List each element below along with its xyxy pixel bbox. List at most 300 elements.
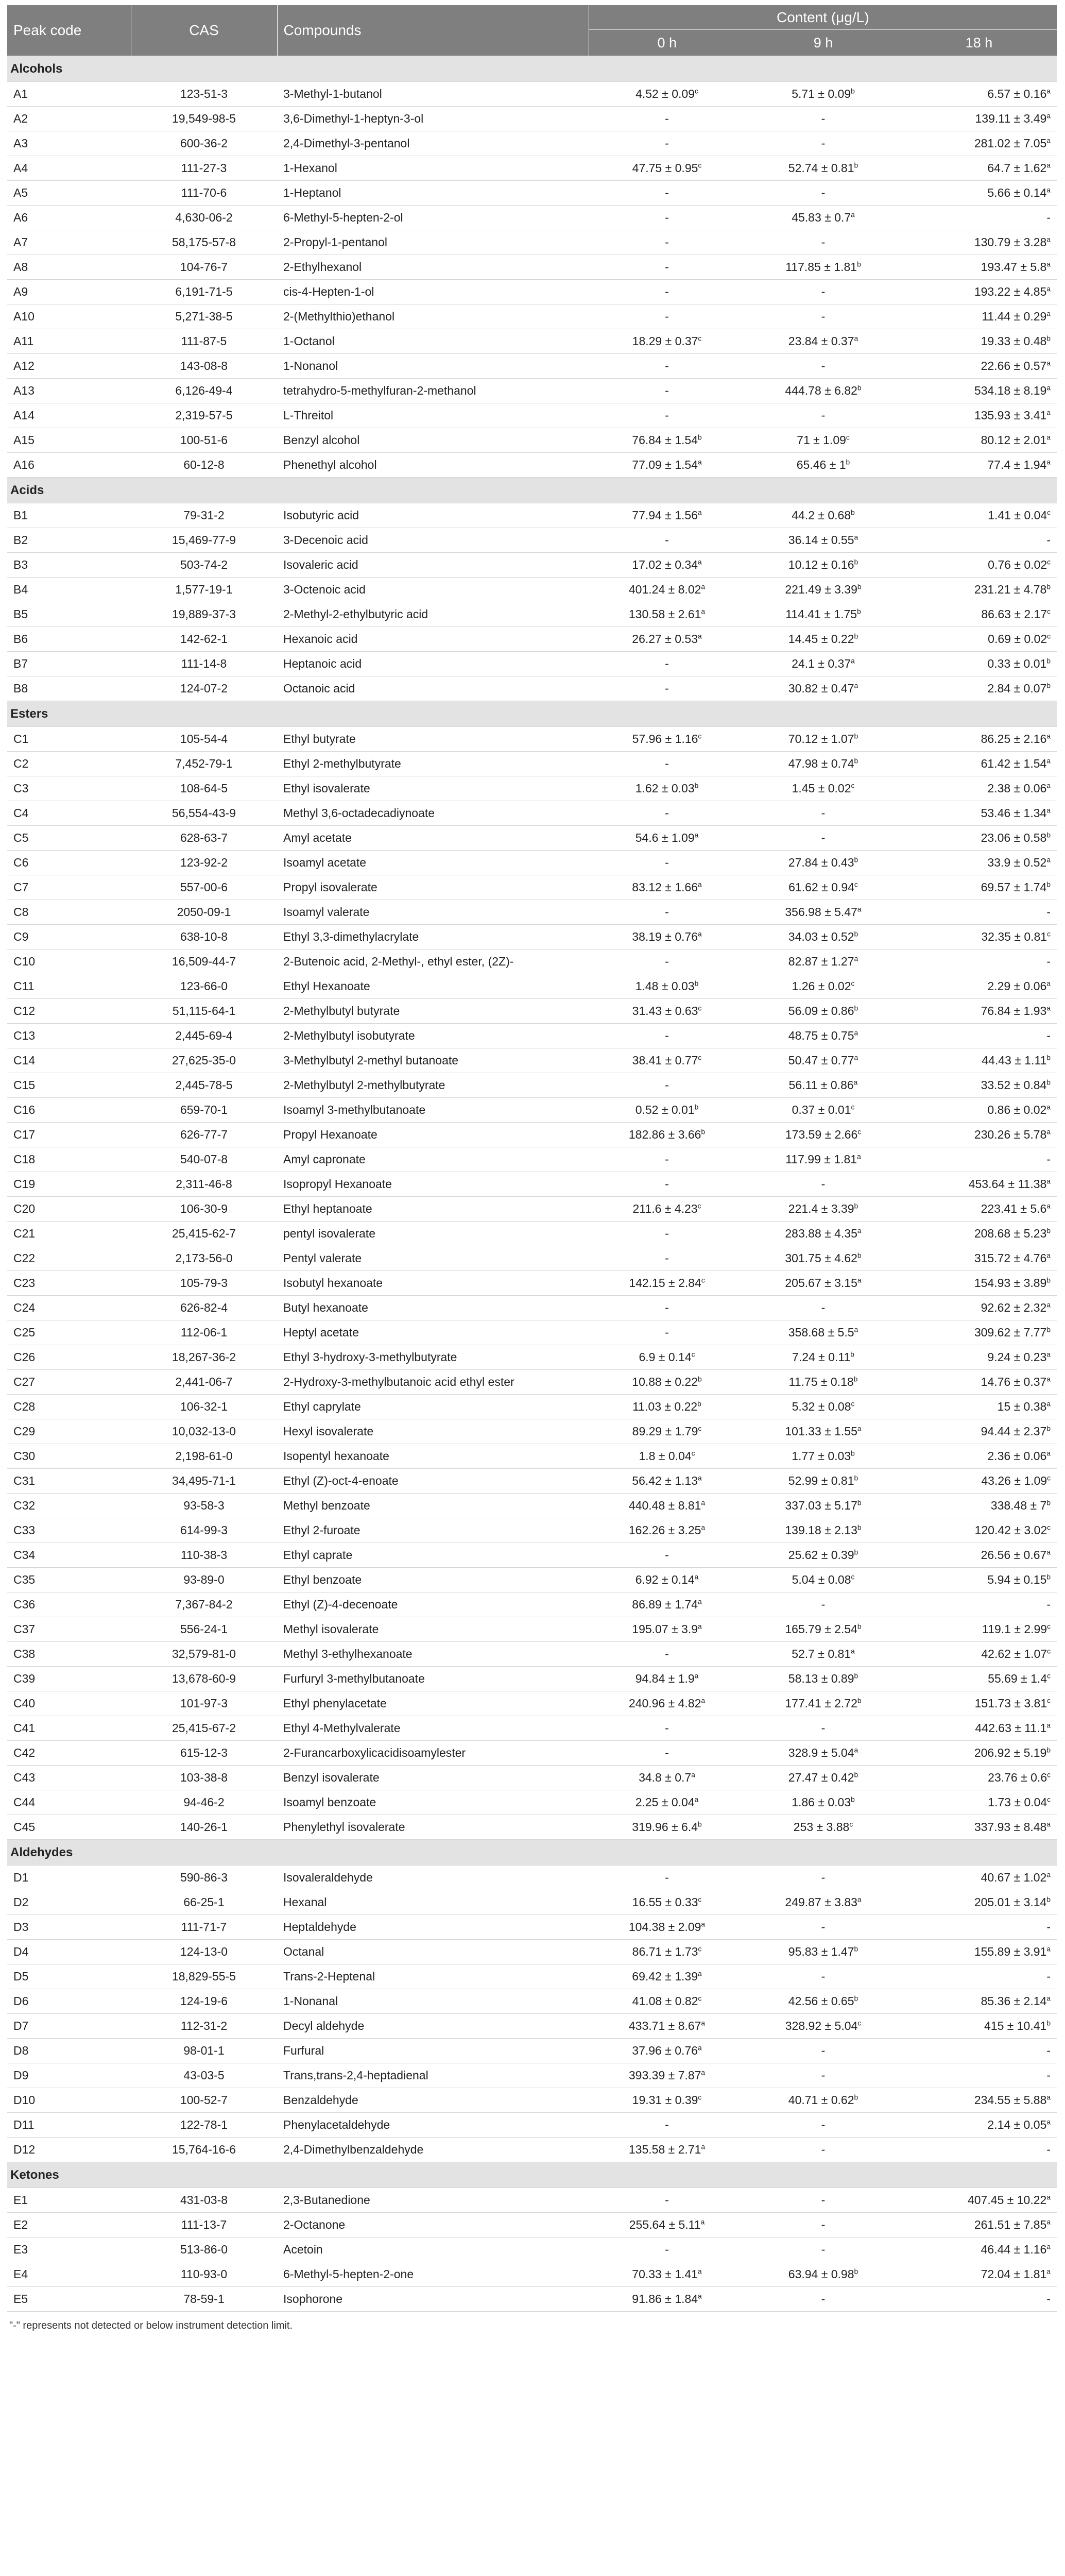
significance-letter: a (1046, 186, 1051, 194)
content-18h (901, 1098, 1057, 1123)
content-9h (745, 1345, 901, 1370)
significance-letter: a (854, 1326, 858, 1334)
compound-name-text: Heptyl acetate (283, 1326, 359, 1339)
compound-name (277, 2238, 589, 2262)
content-18h-text: 11.44 ± 0.29 (982, 310, 1047, 323)
content-18h-text: - (1046, 1970, 1051, 1983)
content-0h-text: 240.96 ± 4.82 (628, 1697, 701, 1710)
content-18h (901, 329, 1057, 354)
group-row (7, 701, 1057, 727)
significance-letter: a (698, 2267, 702, 2276)
significance-letter: c (698, 1054, 702, 1062)
content-18h (901, 1890, 1057, 1915)
header-cas: CAS (131, 5, 277, 56)
cas-number-text: 94-46-2 (183, 1795, 225, 1809)
cas-number (131, 676, 277, 701)
cas-number (131, 255, 277, 280)
compound-name-text: 2-(Methylthio)ethanol (283, 310, 395, 323)
peak-code (7, 1940, 131, 1964)
content-0h (589, 2213, 745, 2238)
content-18h-text: 86.25 ± 2.16 (981, 732, 1047, 745)
content-18h-text: - (1046, 2069, 1051, 2082)
content-9h-text: 11.75 ± 0.18 (788, 1375, 854, 1388)
significance-letter: b (854, 1474, 858, 1482)
content-0h (589, 974, 745, 999)
significance-letter: c (698, 1994, 702, 2003)
significance-letter: a (698, 2292, 702, 2300)
cas-number (131, 2188, 277, 2213)
compound-name-text: Isobutyl hexanoate (283, 1276, 383, 1290)
cas-number-text: 58,175-57-8 (171, 235, 236, 249)
content-0h-text: - (665, 211, 669, 224)
content-0h (589, 82, 745, 107)
content-18h (901, 851, 1057, 875)
content-18h-text: 281.02 ± 7.05 (974, 137, 1047, 150)
content-9h (745, 453, 901, 478)
peak-code-text: C8 (13, 905, 29, 919)
compound-name (277, 230, 589, 255)
peak-code (7, 1395, 131, 1419)
content-9h (745, 752, 901, 776)
peak-code (7, 1320, 131, 1345)
content-0h (589, 553, 745, 578)
peak-code-text: A6 (13, 211, 28, 224)
cas-number (131, 1866, 277, 1890)
significance-letter: a (854, 334, 858, 343)
content-0h (589, 652, 745, 676)
content-18h-text: 119.1 ± 2.99 (982, 1622, 1047, 1636)
content-9h-text: 114.41 ± 1.75 (785, 607, 857, 621)
content-18h-text: 407.45 ± 10.22 (968, 2193, 1047, 2207)
content-18h-text: 14.76 ± 0.37 (981, 1375, 1047, 1388)
compound-name (277, 1642, 589, 1667)
significance-letter: a (701, 1499, 706, 1507)
content-9h-text: 358.68 ± 5.5 (788, 1326, 854, 1339)
content-0h-text: - (665, 955, 669, 968)
content-18h-text: 337.93 ± 8.48 (974, 1820, 1047, 1834)
content-0h-text: - (665, 533, 669, 547)
compound-name (277, 1271, 589, 1296)
content-18h-text: 19.33 ± 0.48 (981, 334, 1047, 348)
content-0h-text: 1.62 ± 0.03 (635, 782, 695, 795)
compound-name-text: Ethyl (Z)-4-decenoate (283, 1598, 398, 1611)
significance-letter: b (697, 1400, 701, 1408)
significance-letter: a (1046, 1721, 1051, 1730)
significance-letter: c (1047, 1474, 1051, 1482)
compound-name (277, 652, 589, 676)
content-9h (745, 280, 901, 304)
compound-name-text: 1-Hexanol (283, 161, 337, 175)
cas-number (131, 925, 277, 950)
content-18h-text: 223.41 ± 5.6 (981, 1202, 1047, 1215)
content-0h (589, 230, 745, 255)
peak-code-text: C30 (13, 1449, 36, 1463)
content-0h-text: - (665, 1301, 669, 1314)
group-heading: Ketones (7, 2162, 1057, 2188)
peak-code (7, 676, 131, 701)
peak-code (7, 974, 131, 999)
compound-name-text: 2-Propyl-1-pentanol (283, 235, 388, 249)
peak-code-text: C43 (13, 1771, 36, 1784)
table-row (7, 181, 1057, 206)
content-18h-text: 1.73 ± 0.04 (988, 1795, 1047, 1809)
compound-name-text: 2-Hydroxy-3-methylbutanoic acid ethyl ester (283, 1375, 514, 1388)
compound-name-text: Ethyl 2-methylbutyrate (283, 757, 401, 770)
peak-code (7, 776, 131, 801)
content-0h (589, 1940, 745, 1964)
cas-number-text: 6,126-49-4 (175, 384, 233, 397)
content-0h-text: - (665, 1251, 669, 1265)
compound-name (277, 1568, 589, 1592)
content-0h-text: 1.48 ± 0.03 (635, 979, 695, 993)
content-18h (901, 1790, 1057, 1815)
cas-number (131, 1271, 277, 1296)
content-0h-text: 77.09 ± 1.54 (632, 458, 698, 471)
significance-letter: a (857, 1227, 862, 1235)
compound-name (277, 950, 589, 974)
content-9h-text: 337.03 ± 5.17 (785, 1499, 857, 1512)
cas-number (131, 428, 277, 453)
content-18h-text: 534.18 ± 8.19 (974, 384, 1047, 397)
peak-code-text: B6 (13, 632, 28, 646)
content-0h-text: 34.8 ± 0.7 (639, 1771, 692, 1784)
peak-code (7, 131, 131, 156)
content-9h (745, 131, 901, 156)
significance-letter: b (857, 260, 861, 268)
significance-letter: a (1046, 1375, 1051, 1383)
content-18h (901, 1716, 1057, 1741)
content-18h (901, 1147, 1057, 1172)
content-0h (589, 1370, 745, 1395)
cas-number-text: 111-71-7 (181, 1920, 227, 1934)
significance-letter: a (857, 1895, 862, 1904)
significance-letter: b (854, 1202, 858, 1210)
content-0h-text: - (665, 856, 669, 869)
compound-name-text: Hexyl isovalerate (283, 1425, 374, 1438)
content-18h (901, 1024, 1057, 1048)
significance-letter: b (1046, 1499, 1051, 1507)
significance-letter: c (698, 1895, 702, 1904)
content-0h (589, 255, 745, 280)
peak-code-text: C11 (13, 979, 35, 993)
content-9h-text: 221.4 ± 3.39 (788, 1202, 854, 1215)
cas-number (131, 403, 277, 428)
content-9h-text: - (821, 1970, 826, 1983)
significance-letter: a (1046, 260, 1051, 268)
compound-name-text: Isoamyl acetate (283, 856, 367, 869)
content-18h-text: 130.79 ± 3.28 (974, 235, 1047, 249)
content-18h (901, 1866, 1057, 1890)
content-18h (901, 627, 1057, 652)
peak-code-text: E4 (13, 2267, 28, 2281)
cas-number-text: 124-19-6 (180, 1994, 228, 2008)
content-0h-text: - (665, 1871, 669, 1884)
peak-code (7, 2014, 131, 2039)
content-0h-text: - (665, 1326, 669, 1339)
content-18h (901, 1915, 1057, 1940)
table-row (7, 999, 1057, 1024)
peak-code (7, 2039, 131, 2063)
significance-letter: c (857, 1128, 862, 1136)
peak-code-text: C31 (13, 1474, 36, 1487)
compound-name (277, 875, 589, 900)
compound-name-text: Ethyl caprylate (283, 1400, 361, 1413)
compound-name (277, 1395, 589, 1419)
content-18h-text: 139.11 ± 3.49 (975, 112, 1047, 125)
cas-number-text: 123-51-3 (180, 87, 228, 100)
table-row (7, 1592, 1057, 1617)
content-18h (901, 528, 1057, 553)
cas-number-text: 112-31-2 (180, 2019, 228, 2032)
peak-code-text: D11 (13, 2118, 35, 2131)
peak-code (7, 727, 131, 752)
compound-name (277, 304, 589, 329)
compound-name-text: Isoamyl benzoate (283, 1795, 376, 1809)
content-9h (745, 801, 901, 826)
content-0h (589, 131, 745, 156)
significance-letter: a (1046, 285, 1051, 293)
content-18h (901, 1691, 1057, 1716)
cas-number (131, 329, 277, 354)
significance-letter: b (698, 1375, 702, 1383)
table-row (7, 1518, 1057, 1543)
content-9h (745, 925, 901, 950)
content-9h (745, 1370, 901, 1395)
content-9h-text: 25.62 ± 0.39 (788, 1548, 854, 1562)
table-row (7, 1964, 1057, 1989)
significance-letter: a (701, 607, 706, 616)
content-18h (901, 2088, 1057, 2113)
compound-name (277, 1790, 589, 1815)
content-18h (901, 1617, 1057, 1642)
significance-letter: a (694, 1573, 699, 1581)
content-9h-text: 356.98 ± 5.47 (785, 905, 857, 919)
content-9h (745, 1790, 901, 1815)
cas-number-text: 626-77-7 (180, 1128, 228, 1141)
content-18h-text: 42.62 ± 1.07 (981, 1647, 1047, 1660)
content-0h (589, 1790, 745, 1815)
content-0h-text: 83.12 ± 1.66 (632, 880, 698, 894)
peak-code-text: C1 (13, 732, 29, 745)
content-18h-text: - (1046, 1598, 1051, 1611)
content-18h-text: 193.47 ± 5.8 (981, 260, 1047, 274)
content-0h-text: 94.84 ± 1.9 (635, 1672, 695, 1685)
significance-letter: a (694, 1672, 699, 1680)
table-row (7, 627, 1057, 652)
peak-code-text: A5 (13, 186, 28, 199)
content-0h-text: 77.94 ± 1.56 (632, 509, 698, 522)
content-0h (589, 1989, 745, 2014)
table-row (7, 1246, 1057, 1271)
compound-name-text: Isobutyric acid (283, 509, 359, 522)
content-0h-text: 6.92 ± 0.14 (635, 1573, 695, 1586)
significance-letter: c (698, 1425, 702, 1433)
content-18h-text: - (1046, 2044, 1051, 2057)
cas-number-text: 431-03-8 (180, 2193, 228, 2207)
significance-letter: a (857, 1425, 862, 1433)
content-9h-text: 139.18 ± 2.13 (785, 1523, 857, 1537)
significance-letter: a (701, 1523, 706, 1532)
cas-number (131, 379, 277, 403)
content-0h-text: - (665, 757, 669, 770)
content-18h-text: 53.46 ± 1.34 (981, 806, 1047, 820)
cas-number-text: 1,577-19-1 (175, 583, 233, 596)
peak-code (7, 1543, 131, 1568)
content-9h (745, 1073, 901, 1098)
content-9h (745, 354, 901, 379)
cas-number (131, 2014, 277, 2039)
cas-number-text: 2050-09-1 (177, 905, 231, 919)
compound-name-text: Pentyl valerate (283, 1251, 362, 1265)
cas-number (131, 1197, 277, 1222)
significance-letter: c (1047, 509, 1051, 517)
table-row (7, 1790, 1057, 1815)
table-row (7, 1123, 1057, 1147)
cas-number (131, 2088, 277, 2113)
significance-letter: b (846, 458, 850, 466)
content-0h (589, 1617, 745, 1642)
content-9h-text: 70.12 ± 1.07 (788, 732, 854, 745)
cas-number (131, 627, 277, 652)
compound-name-text: cis-4-Hepten-1-ol (283, 285, 374, 298)
significance-letter: c (691, 1350, 695, 1359)
content-0h (589, 2238, 745, 2262)
peak-code (7, 1123, 131, 1147)
compound-name-text: Isopentyl hexanoate (283, 1449, 389, 1463)
content-0h-text: 18.29 ± 0.37 (632, 334, 698, 348)
content-18h (901, 453, 1057, 478)
significance-letter: a (1046, 1400, 1051, 1408)
content-9h-text: - (821, 1920, 826, 1934)
compound-name (277, 131, 589, 156)
content-9h-text: 117.99 ± 1.81 (785, 1153, 857, 1166)
group-row (7, 478, 1057, 503)
content-18h (901, 752, 1057, 776)
peak-code-text: C15 (13, 1078, 36, 1092)
content-0h-text: 31.43 ± 0.63 (632, 1004, 698, 1018)
cas-number-text: 638-10-8 (180, 930, 228, 943)
content-0h (589, 2262, 745, 2287)
table-row (7, 1320, 1057, 1345)
peak-code (7, 156, 131, 181)
content-0h (589, 1741, 745, 1766)
content-0h (589, 280, 745, 304)
cas-number (131, 1123, 277, 1147)
cas-number-text: 19,889-37-3 (171, 607, 236, 621)
peak-code-text: C20 (13, 1202, 36, 1215)
compound-name (277, 727, 589, 752)
content-0h (589, 1296, 745, 1320)
content-0h (589, 676, 745, 701)
table-row (7, 1543, 1057, 1568)
cas-number (131, 304, 277, 329)
content-0h-text: 433.71 ± 8.67 (628, 2019, 701, 2032)
content-0h (589, 156, 745, 181)
table-row (7, 2138, 1057, 2162)
content-18h-text: - (1046, 1153, 1051, 1166)
content-9h-text: 44.2 ± 0.68 (792, 509, 851, 522)
content-18h-text: 0.86 ± 0.02 (987, 1103, 1047, 1116)
peak-code (7, 999, 131, 1024)
peak-code (7, 1642, 131, 1667)
content-9h (745, 727, 901, 752)
content-18h (901, 826, 1057, 851)
compound-name (277, 974, 589, 999)
content-0h (589, 1815, 745, 1840)
table-row (7, 1024, 1057, 1048)
compound-name-text: Phenylacetaldehyde (283, 2118, 390, 2131)
peak-code (7, 1469, 131, 1494)
content-0h-text: - (665, 409, 669, 422)
cas-number-text: 513-86-0 (180, 2243, 228, 2256)
cas-number-text: 104-76-7 (180, 260, 228, 274)
content-18h (901, 1543, 1057, 1568)
content-0h (589, 1642, 745, 1667)
content-9h (745, 503, 901, 528)
content-9h (745, 1024, 901, 1048)
significance-letter: a (854, 533, 858, 541)
peak-code (7, 230, 131, 255)
compound-name-text: Isopropyl Hexanoate (283, 1177, 392, 1191)
significance-letter: a (1046, 856, 1051, 864)
table-row (7, 925, 1057, 950)
table-row (7, 255, 1057, 280)
content-9h (745, 1866, 901, 1890)
content-18h-text: 86.63 ± 2.17 (981, 607, 1047, 621)
table-row (7, 801, 1057, 826)
compound-name (277, 602, 589, 627)
content-18h (901, 181, 1057, 206)
content-9h (745, 1642, 901, 1667)
compound-name (277, 801, 589, 826)
content-18h-text: 46.44 ± 1.16 (981, 2243, 1047, 2256)
significance-letter: c (851, 1103, 855, 1111)
content-9h (745, 602, 901, 627)
content-0h-text: 86.71 ± 1.73 (632, 1945, 698, 1958)
peak-code (7, 255, 131, 280)
significance-letter: c (1047, 632, 1051, 640)
compound-name (277, 2138, 589, 2162)
table-row (7, 1271, 1057, 1296)
compound-name-text: 2-Octanone (283, 2218, 346, 2231)
compound-name-text: Ethyl (Z)-oct-4-enoate (283, 1474, 399, 1487)
content-9h (745, 2039, 901, 2063)
content-18h-text: 5.66 ± 0.14 (987, 186, 1047, 199)
significance-letter: a (1046, 112, 1051, 120)
compound-name-text: Isophorone (283, 2292, 343, 2306)
peak-code-text: C26 (13, 1350, 36, 1364)
content-9h-text: 71 ± 1.09 (797, 433, 846, 447)
peak-code (7, 107, 131, 131)
peak-code-text: B1 (13, 509, 28, 522)
cas-number (131, 1172, 277, 1197)
content-18h (901, 1568, 1057, 1592)
content-9h-text: 42.56 ± 0.65 (788, 1994, 854, 2008)
significance-letter: a (1046, 1103, 1051, 1111)
content-9h (745, 1222, 901, 1246)
significance-letter: a (1046, 384, 1051, 392)
significance-letter: b (851, 1449, 855, 1458)
cas-number (131, 1469, 277, 1494)
peak-code (7, 453, 131, 478)
compound-name-text: Methyl 3-ethylhexanoate (283, 1647, 413, 1660)
peak-code (7, 503, 131, 528)
content-9h (745, 304, 901, 329)
content-18h (901, 999, 1057, 1024)
cas-number (131, 1766, 277, 1790)
content-18h-text: 261.51 ± 7.85 (974, 2218, 1047, 2231)
content-9h-text: 95.83 ± 1.47 (788, 1945, 854, 1958)
